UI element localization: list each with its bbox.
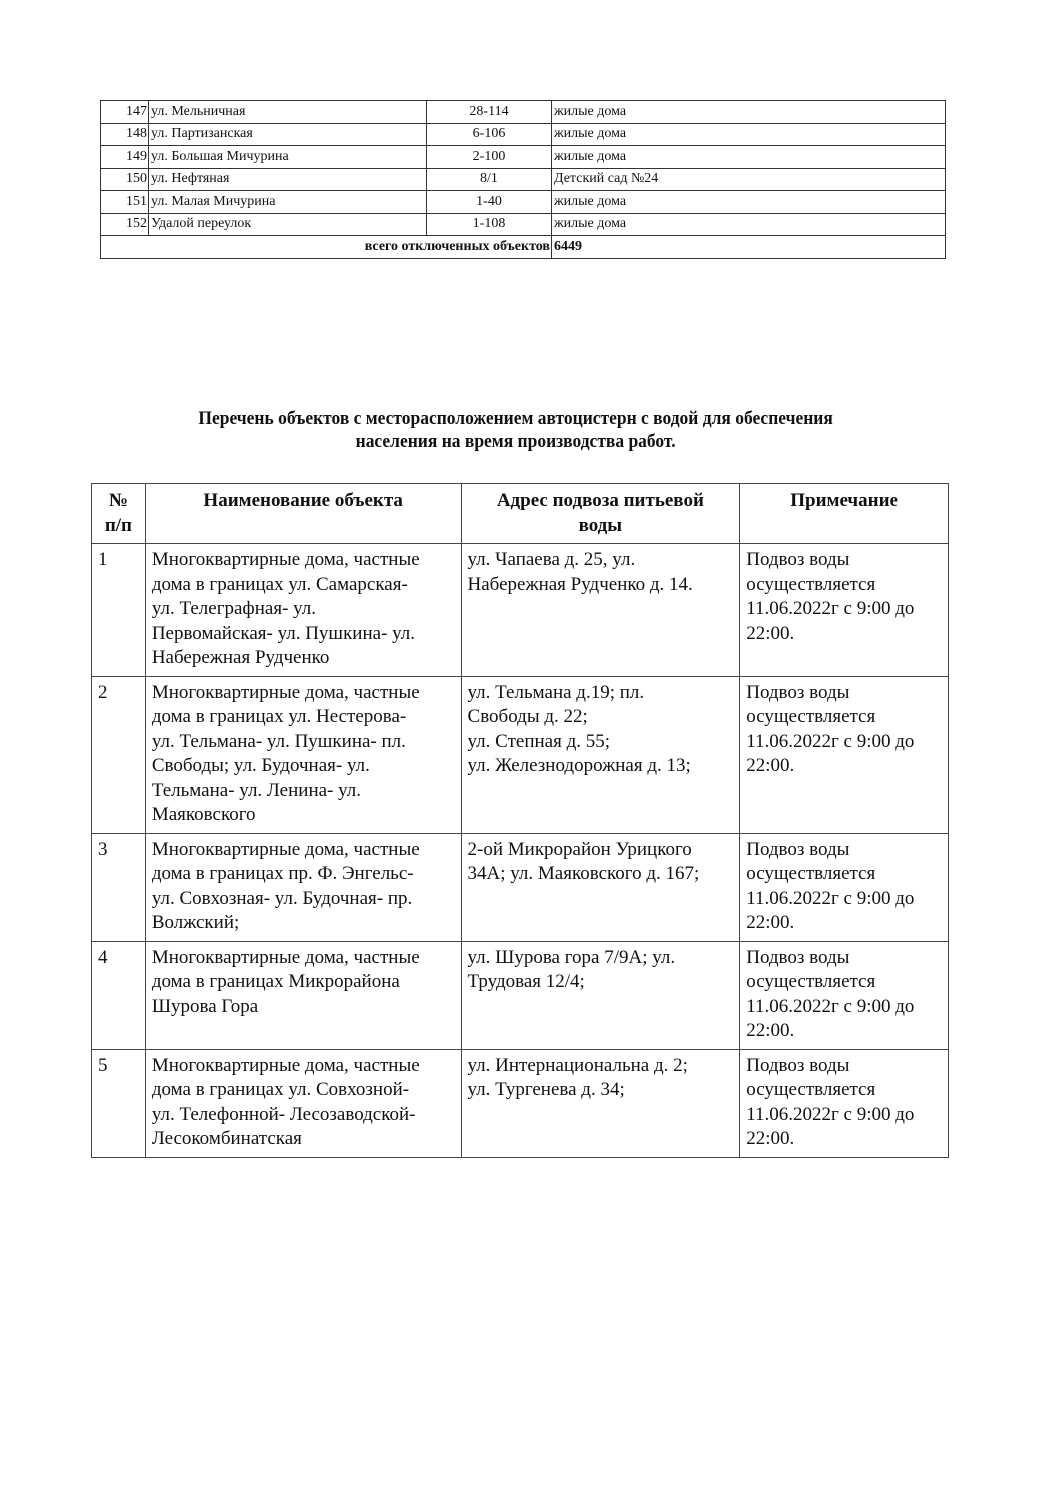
object-name	[145, 833, 461, 941]
delivery-note-line: 22:00.	[746, 912, 795, 933]
delivery-note-line: 22:00.	[746, 1020, 795, 1041]
row-number: 151	[101, 191, 149, 214]
object-name-line: дома в границах Микрорайона	[151, 971, 400, 992]
delivery-note-line: осуществляется	[746, 706, 876, 727]
header-number-line-2: п/п	[104, 514, 132, 536]
house-numbers: 28-114	[427, 101, 552, 124]
row-number: 150	[101, 168, 149, 191]
street-name: ул. Мельничная	[149, 101, 427, 124]
header-address-line-2: воды	[578, 514, 623, 536]
delivery-address-line: 2-ой Микрорайон Урицкого	[467, 838, 692, 860]
object-name	[145, 1049, 461, 1157]
delivery-address	[461, 941, 740, 1049]
delivery-note-line: 22:00.	[746, 755, 795, 776]
object-name-line: Многоквартирные дома, частные	[151, 549, 420, 570]
header-number	[92, 484, 146, 544]
delivery-note-line: осуществляется	[746, 863, 876, 884]
table-row	[92, 941, 949, 1049]
house-numbers: 1-108	[427, 213, 552, 236]
delivery-note-line: 11.06.2022г с 9:00 до	[746, 730, 915, 752]
delivery-note-line: Подвоз воды	[746, 549, 850, 570]
header-note: Примечание	[740, 484, 949, 544]
object-name-line: ул. Совхозная- ул. Будочная- пр.	[151, 887, 413, 909]
row-number: 2	[92, 676, 146, 833]
delivery-address-line: Свободы д. 22;	[467, 706, 588, 727]
header-name: Наименование объекта	[145, 484, 461, 544]
delivery-address	[461, 1049, 740, 1157]
delivery-address-line: Трудовая 12/4;	[467, 971, 585, 992]
delivery-address-line: ул. Чапаева д. 25, ул.	[467, 549, 636, 570]
delivery-address-line: ул. Степная д. 55;	[467, 730, 611, 752]
delivery-note	[740, 941, 949, 1049]
total-row	[101, 236, 946, 259]
delivery-note-line: Подвоз воды	[746, 946, 850, 968]
object-type: жилые дома	[552, 191, 946, 214]
section-title	[120, 407, 911, 453]
house-numbers: 8/1	[427, 168, 552, 191]
header-number-line-1: №	[108, 490, 128, 511]
delivery-note	[740, 833, 949, 941]
object-name-line: ул. Телеграфная- ул.	[151, 598, 317, 619]
object-type: жилые дома	[552, 123, 946, 146]
object-type: жилые дома	[552, 101, 946, 124]
outage-table	[100, 100, 946, 259]
table-row	[92, 676, 949, 833]
delivery-address-line: ул. Интернациональна д. 2;	[467, 1054, 688, 1076]
delivery-note-line: 22:00.	[746, 1128, 795, 1149]
object-name-line: Маяковского	[151, 804, 256, 825]
row-number: 147	[101, 101, 149, 124]
delivery-note-line: 11.06.2022г с 9:00 до	[746, 1103, 915, 1125]
house-numbers: 2-100	[427, 146, 552, 169]
house-numbers: 6-106	[427, 123, 552, 146]
delivery-note-line: 11.06.2022г с 9:00 до	[746, 995, 915, 1017]
street-name: ул. Большая Мичурина	[149, 146, 427, 169]
object-type: Детский сад №24	[552, 168, 946, 191]
object-name-line: дома в границах ул. Совхозной-	[151, 1079, 410, 1100]
object-name-line: Многоквартирные дома, частные	[151, 1054, 420, 1076]
header-address-line-1: Адрес подвоза питьевой	[496, 490, 704, 511]
table-row	[101, 213, 946, 236]
total-label: всего отключенных объектов	[101, 236, 552, 259]
header-row	[92, 484, 949, 544]
delivery-note	[740, 1049, 949, 1157]
delivery-note-line: Подвоз воды	[746, 681, 850, 703]
object-name-line: Шурова Гора	[151, 995, 259, 1017]
object-name	[145, 676, 461, 833]
street-name: Удалой переулок	[149, 213, 427, 236]
street-name: ул. Нефтяная	[149, 168, 427, 191]
delivery-note-line: 11.06.2022г с 9:00 до	[746, 598, 915, 619]
house-numbers: 1-40	[427, 191, 552, 214]
table-row	[92, 544, 949, 677]
delivery-note	[740, 676, 949, 833]
object-name-line: Многоквартирные дома, частные	[151, 946, 420, 968]
delivery-note-line: осуществляется	[746, 1079, 876, 1100]
section-title-line-1: Перечень объектов с месторасположением автоцистерн с водой для обеспечения	[198, 408, 833, 429]
object-name	[145, 544, 461, 677]
delivery-note-line: осуществляется	[746, 971, 876, 992]
table-row	[101, 191, 946, 214]
table-row	[92, 833, 949, 941]
table-row	[101, 146, 946, 169]
object-name-line: Лесокомбинатская	[151, 1128, 302, 1149]
row-number: 1	[92, 544, 146, 677]
water-supply-table	[91, 483, 949, 1158]
delivery-address-line: Набережная Рудченко д. 14.	[467, 573, 693, 595]
delivery-address	[461, 676, 740, 833]
object-name-line: дома в границах пр. Ф. Энгельс-	[151, 863, 414, 884]
delivery-address-line: 34А; ул. Маяковского д. 167;	[467, 863, 700, 884]
object-name-line: ул. Тельмана- ул. Пушкина- пл.	[151, 730, 406, 752]
delivery-note-line: осуществляется	[746, 573, 876, 595]
total-value: 6449	[552, 236, 946, 259]
object-name-line: Волжский;	[151, 912, 240, 933]
table-row	[101, 168, 946, 191]
row-number: 148	[101, 123, 149, 146]
table-row	[101, 101, 946, 124]
delivery-address-line: ул. Тургенева д. 34;	[467, 1079, 625, 1100]
table-row	[92, 1049, 949, 1157]
object-type: жилые дома	[552, 213, 946, 236]
delivery-address-line: ул. Железнодорожная д. 13;	[467, 755, 691, 776]
header-address	[461, 484, 740, 544]
section-title-line-2: населения на время производства работ.	[355, 431, 676, 452]
object-name-line: Тельмана- ул. Ленина- ул.	[151, 779, 362, 801]
row-number: 3	[92, 833, 146, 941]
object-name-line: дома в границах ул. Нестерова-	[151, 706, 407, 727]
object-name-line: дома в границах ул. Самарская-	[151, 573, 408, 595]
row-number: 4	[92, 941, 146, 1049]
object-name-line: Первомайская- ул. Пушкина- ул.	[151, 622, 416, 644]
delivery-note-line: 11.06.2022г с 9:00 до	[746, 887, 915, 909]
delivery-note	[740, 544, 949, 677]
delivery-address	[461, 544, 740, 677]
table-row	[101, 123, 946, 146]
object-name-line: Многоквартирные дома, частные	[151, 838, 420, 860]
delivery-note-line: 22:00.	[746, 622, 795, 644]
row-number: 5	[92, 1049, 146, 1157]
object-type: жилые дома	[552, 146, 946, 169]
object-name-line: Набережная Рудченко	[151, 647, 330, 668]
object-name-line: Многоквартирные дома, частные	[151, 681, 420, 703]
row-number: 149	[101, 146, 149, 169]
delivery-note-line: Подвоз воды	[746, 1054, 850, 1076]
delivery-address	[461, 833, 740, 941]
delivery-address-line: ул. Тельмана д.19; пл.	[467, 681, 645, 703]
object-name	[145, 941, 461, 1049]
street-name: ул. Партизанская	[149, 123, 427, 146]
delivery-address-line: ул. Шурова гора 7/9А; ул.	[467, 946, 676, 968]
row-number: 152	[101, 213, 149, 236]
object-name-line: Свободы; ул. Будочная- ул.	[151, 755, 370, 776]
delivery-note-line: Подвоз воды	[746, 838, 850, 860]
object-name-line: ул. Телефонной- Лесозаводской-	[151, 1103, 416, 1125]
street-name: ул. Малая Мичурина	[149, 191, 427, 214]
